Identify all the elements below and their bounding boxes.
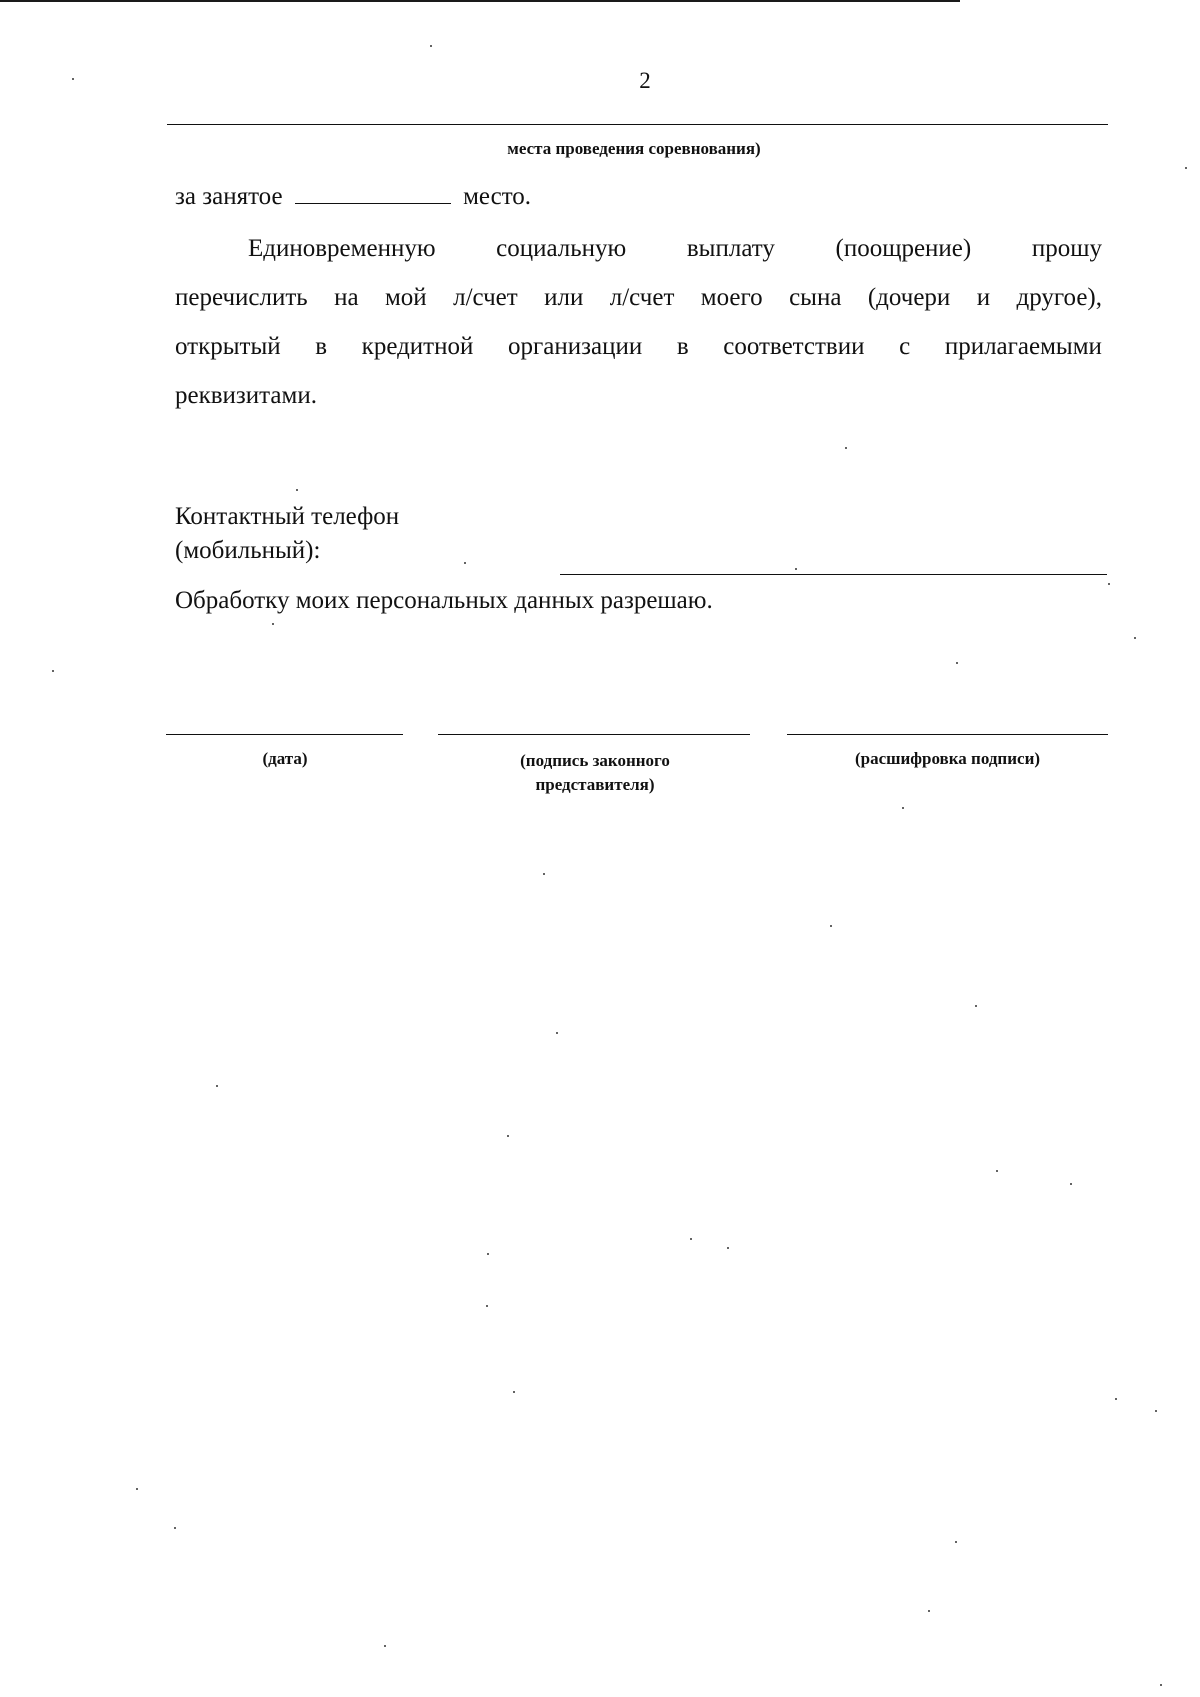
- paragraph-word: выплату: [686, 235, 775, 262]
- place-suffix: место.: [463, 183, 532, 210]
- scan-speck: [690, 1238, 692, 1240]
- place-prefix: за занятое: [175, 183, 283, 210]
- scan-speck: [384, 1645, 386, 1647]
- scan-speck: [830, 925, 832, 927]
- paragraph-last-line: реквизитами.: [175, 382, 317, 409]
- paragraph-word: на: [334, 284, 359, 311]
- contact-label: [175, 500, 399, 568]
- contact-label-line-2: (мобильный):: [175, 537, 321, 564]
- date-line: [166, 734, 403, 735]
- scan-speck: [507, 1135, 509, 1137]
- scan-speck: [216, 1085, 218, 1087]
- scan-speck: [845, 447, 847, 449]
- paragraph-word: прошу: [1031, 235, 1102, 262]
- place-blank: [295, 203, 451, 204]
- paragraph-word: перечислить: [175, 284, 308, 311]
- paragraph-word: с: [899, 333, 911, 360]
- paragraph-word: Единовременную: [248, 235, 436, 262]
- scan-speck: [464, 562, 466, 564]
- phone-line: [560, 574, 1107, 575]
- paragraph-word: л/счет: [609, 284, 675, 311]
- signature-caption-line-2: представителя): [535, 775, 655, 794]
- paragraph-word: моего: [700, 284, 763, 311]
- scan-speck: [1134, 637, 1136, 639]
- paragraph-word: (поощрение): [835, 235, 972, 262]
- paragraph-word: сына: [789, 284, 842, 311]
- scan-speck: [513, 1391, 515, 1393]
- scan-speck: [955, 1541, 957, 1543]
- scan-speck: [928, 1610, 930, 1612]
- consent-text: Обработку моих персональных данных разрешаю.: [175, 587, 713, 614]
- scan-speck: [996, 1170, 998, 1172]
- date-caption: (дата): [262, 749, 308, 768]
- scan-speck: [1108, 583, 1110, 585]
- scan-speck: [487, 1253, 489, 1255]
- scan-speck: [136, 1488, 138, 1490]
- scan-speck: [902, 807, 904, 809]
- scan-speck: [430, 45, 432, 47]
- top-edge-rule: [0, 0, 960, 2]
- contact-label-line-1: Контактный телефон: [175, 503, 400, 530]
- paragraph-word: в: [676, 333, 689, 360]
- scan-speck: [72, 78, 74, 80]
- paragraph-word: мой: [384, 284, 427, 311]
- scan-speck: [556, 1032, 558, 1034]
- scan-speck: [795, 568, 797, 570]
- scan-speck: [1160, 1684, 1162, 1686]
- venue-underline: [167, 124, 1108, 125]
- paragraph-word: соответствии: [723, 333, 865, 360]
- page-number: 2: [639, 68, 651, 93]
- paragraph-word: социальную: [496, 235, 627, 262]
- paragraph-word: организации: [507, 333, 643, 360]
- place-line: [175, 183, 875, 211]
- decoding-line: [787, 734, 1108, 735]
- scan-speck: [174, 1527, 176, 1529]
- paragraph-word: в: [315, 333, 328, 360]
- scan-speck: [296, 489, 298, 491]
- scan-speck: [1115, 1398, 1117, 1400]
- paragraph-word: или: [544, 284, 584, 311]
- paragraph-word: (дочери: [867, 284, 951, 311]
- signature-line: [438, 734, 750, 735]
- paragraph-line-2: [175, 284, 1102, 312]
- scan-speck: [52, 670, 54, 672]
- scan-speck: [1155, 1410, 1157, 1412]
- venue-caption: места проведения соревнования): [507, 139, 761, 158]
- signature-caption: [455, 749, 735, 797]
- scan-speck: [1070, 1183, 1072, 1185]
- scan-speck: [486, 1305, 488, 1307]
- scan-speck: [727, 1247, 729, 1249]
- paragraph-word: л/счет: [453, 284, 518, 311]
- decoding-caption: (расшифровка подписи): [854, 749, 1041, 768]
- scan-speck: [975, 1005, 977, 1007]
- scan-speck: [1185, 167, 1187, 169]
- paragraph-line-1: [248, 235, 1102, 263]
- paragraph-word: открытый: [175, 333, 281, 360]
- scan-speck: [272, 623, 274, 625]
- scan-speck: [543, 873, 545, 875]
- signature-caption-line-1: (подпись законного: [520, 751, 670, 770]
- paragraph-word: прилагаемыми: [944, 333, 1102, 360]
- paragraph-line-3: [175, 333, 1102, 361]
- paragraph-word: и: [976, 284, 991, 311]
- scan-speck: [956, 662, 958, 664]
- paragraph-word: кредитной: [361, 333, 474, 360]
- paragraph-word: другое),: [1016, 284, 1102, 311]
